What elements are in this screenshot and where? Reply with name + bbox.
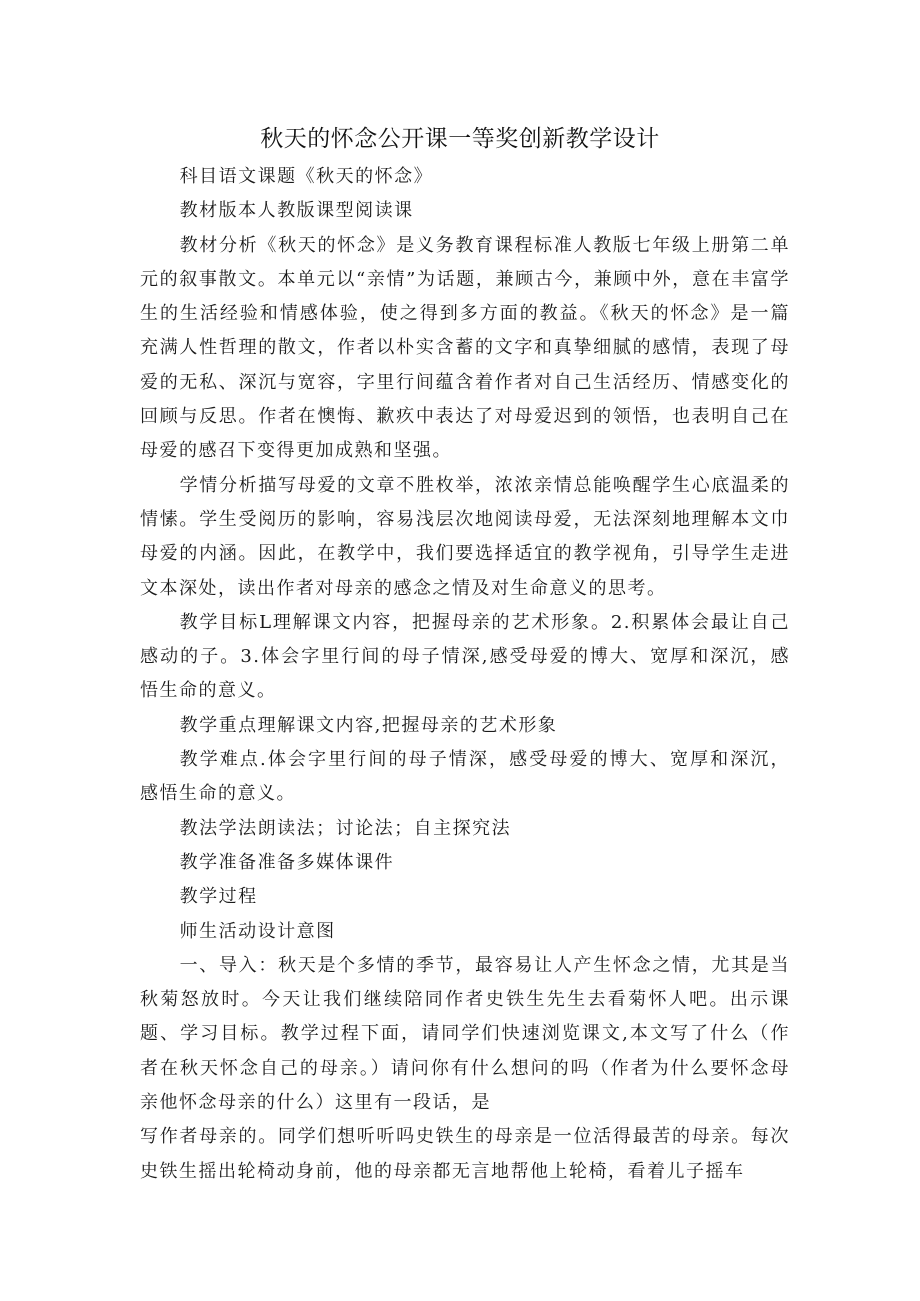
document-body [140,160,790,1189]
paragraph-process-heading: 教学过程 [179,886,258,908]
paragraph-teaching-goals: 教学目标L理解课文内容，把握母亲的艺术形象。2.积累体会最让自己感动的子。3.体会字里行间的母子情深,感受母爱的博大、宽厚和深沉，感悟生命的意义。 [140,611,790,702]
paragraph-subject: 科目语文课题《秋天的怀念》 [179,166,434,187]
paragraph-textbook-analysis: 教材分析《秋天的怀念》是义务教育课程标准人教版七年级上册第二单元的叙事散文。本单元以“亲情”为话题，兼顾古今，兼顾中外，意在丰富学生的生活经验和情感体验，使之得到多方面的教益。《秋天的怀念》是一篇充满人性哲理的散文，作者以朴实含蓄的文字和真挚细腻的感情，表现了母爱的无私、深沉与宽容，字里行间蕴含着作者对自己生活经历、情感变化的回顾与反思。作者在懊悔、歉疚中表达了对母爱迟到的领悟，也表明自己在母爱的感召下变得更加成熟和坚强。 [140,234,790,462]
paragraph-key-points: 教学重点理解课文内容,把握母亲的艺术形象 [179,714,558,736]
paragraph-activity-heading: 师生活动设计意图 [179,920,336,942]
paragraph-textbook-version: 教材版本人教版课型阅读课 [179,200,414,222]
paragraph-preparation: 教学准备准备多媒体课件 [179,851,395,873]
document-title: 秋天的怀念公开课一等奖创新教学设计 [260,126,660,152]
paragraph-difficulties: 教学难点.体会字里行间的母子情深，感受母爱的博大、宽厚和深沉，感悟生命的意义。 [140,749,790,805]
paragraph-methods: 教法学法朗读法；讨论法；自主探究法 [179,817,512,839]
paragraph-student-analysis: 学情分析描写母爱的文章不胜枚举，浓浓亲情总能唤醒学生心底温柔的情愫。学生受阅历的影响，容易浅层次地阅读母爱，无法深刻地理解本文巾母爱的内涵。因此，在教学中，我们要选择适宜的教学视角，引导学生走进文本深处，读出作者对母亲的感念之情及对生命意义的思考。 [140,474,790,599]
paragraph-introduction: 一、导入：秋天是个多情的季节，最容易让人产生怀念之情，尤其是当秋菊怒放时。今天让我们继续陪同作者史铁生先生去看菊怀人吧。出示课题、学习目标。教学过程下面，请同学们快速浏览课文,本文写了什么（作者在秋天怀念自己的母亲。）请问你有什么想问的吗（作者为什么要怀念母亲他怀念母亲的什么）这里有一段话，是 [140,954,790,1114]
paragraph-continuation: 写作者母亲的。同学们想听听吗史铁生的母亲是一位活得最苦的母亲。每次史铁生摇出轮椅动身前，他的母亲都无言地帮他上轮椅，看着儿子摇车 [140,1126,790,1182]
